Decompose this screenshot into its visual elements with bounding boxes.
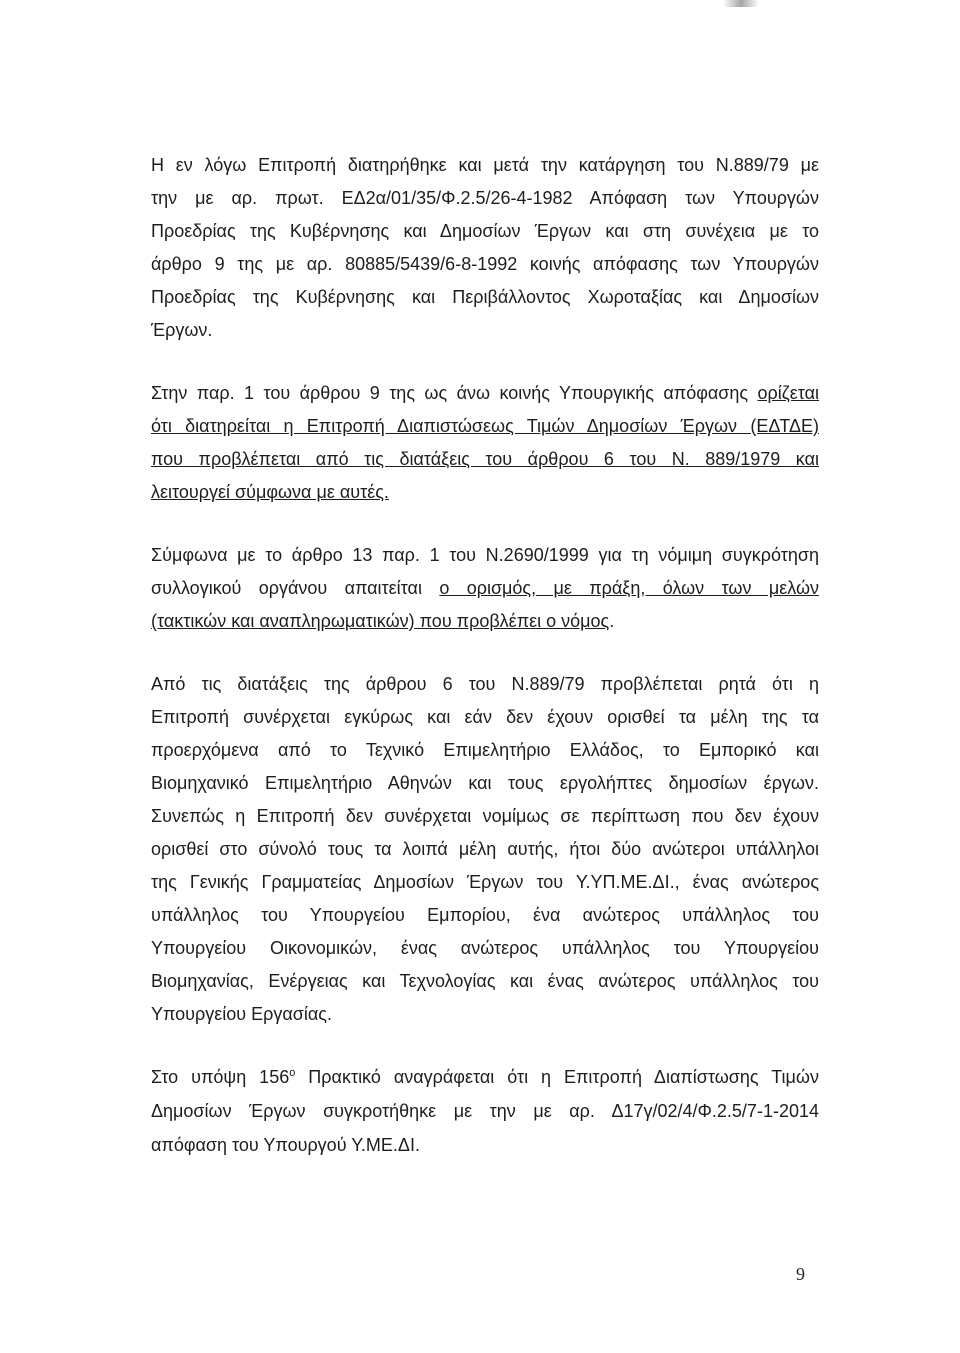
text-segment: Στο υπόψη 156 xyxy=(151,1067,290,1087)
page-number: 9 xyxy=(796,1264,805,1284)
text-line: Βιομηχανίας, Ενέργειας και Τεχνολογίας και ένας ανώτερος υπάλληλος του xyxy=(151,971,819,991)
text-line: ορισθεί στο σύνολό τους τα λοιπά μέλη αυτής, ήτοι δύο ανώτεροι υπάλληλοι xyxy=(151,839,819,859)
text-line: Υπουργείου Εργασίας. xyxy=(151,1004,332,1024)
text-line: απόφαση του Υπουργού Υ.ΜΕ.ΔΙ. xyxy=(151,1135,420,1155)
text-segment: Στην παρ. 1 του άρθρου 9 της ως άνω κοινής Υπουργικής απόφασης xyxy=(151,383,758,403)
scan-artifact xyxy=(723,0,759,7)
text-line: Υπουργείου Οικονομικών, ένας ανώτερος υπάλληλος του Υπουργείου xyxy=(151,938,819,958)
underlined-text-line: ότι διατηρείται η Επιτροπή Διαπιστώσεως Τιμών Δημοσίων Έργων (ΕΔΤΔΕ) xyxy=(151,416,819,436)
text-line: Επιτροπή συνέρχεται εγκύρως και εάν δεν έχουν ορισθεί τα μέλη της τα xyxy=(151,707,819,727)
text-segment: Πρακτικό αναγράφεται ότι η Επιτροπή Διαπίστωσης Τιμών xyxy=(295,1067,819,1087)
text-line: την με αρ. πρωτ. ΕΔ2α/01/35/Φ.2.5/26-4-1982 Απόφαση των Υπουργών xyxy=(151,188,819,208)
text-segment: συλλογικού οργάνου απαιτείται xyxy=(151,578,440,598)
paragraph-article-6 xyxy=(151,673,819,1026)
text-line: Η εν λόγω Επιτροπή διατηρήθηκε και μετά την κατάργηση του Ν.889/79 με xyxy=(151,155,819,175)
underlined-text: ορίζεται xyxy=(757,383,819,403)
text-line xyxy=(151,577,819,600)
text-line: Βιομηχανικό Επιμελητήριο Αθηνών και τους εργολήπτες δημοσίων έργων. xyxy=(151,773,819,793)
text-line xyxy=(151,1066,819,1089)
paragraph-article-9 xyxy=(151,382,819,504)
document-body xyxy=(151,154,819,1168)
text-line: Προεδρίας της Κυβέρνησης και Δημοσίων Έργων και στη συνέχεια με το xyxy=(151,221,819,241)
text-line: υπάλληλος του Υπουργείου Εμπορίου, ένα ανώτερος υπάλληλος του xyxy=(151,905,819,925)
text-line: άρθρο 9 της με αρ. 80885/5439/6-8-1992 κοινής απόφασης των Υπουργών xyxy=(151,254,819,274)
text-line: Δημοσίων Έργων συγκροτήθηκε με την με αρ. Δ17γ/02/4/Φ.2.5/7-1-2014 xyxy=(151,1101,819,1121)
paragraph-article-13 xyxy=(151,544,819,633)
text-segment: . xyxy=(609,611,615,631)
text-line: Από τις διατάξεις της άρθρου 6 του Ν.889/79 προβλέπεται ρητά ότι η xyxy=(151,674,819,694)
text-line: Συνεπώς η Επιτροπή δεν συνέρχεται νομίμως σε περίπτωση που δεν έχουν xyxy=(151,806,819,826)
ordinal-superscript: ο xyxy=(289,1067,296,1079)
underlined-text-line: που προβλέπεται από τις διατάξεις του άρθρου 6 του Ν. 889/1979 και xyxy=(151,449,819,469)
underlined-text: (τακτικών και αναπληρωματικών) που προβλέπει ο νόμος xyxy=(151,611,610,631)
paragraph-committee-history xyxy=(151,154,819,342)
text-line: Σύμφωνα με το άρθρο 13 παρ. 1 του Ν.2690/1999 για τη νόμιμη συγκρότηση xyxy=(151,545,819,565)
text-line xyxy=(151,382,819,405)
underlined-text-line: λειτουργεί σύμφωνα με αυτές. xyxy=(151,482,389,502)
text-line xyxy=(151,610,819,633)
text-line: της Γενικής Γραμματείας Δημοσίων Έργων του Υ.ΥΠ.ΜΕ.ΔΙ., ένας ανώτερος xyxy=(151,872,819,892)
text-line: Προεδρίας της Κυβέρνησης και Περιβάλλοντος Χωροταξίας και Δημοσίων xyxy=(151,287,819,307)
underlined-text: ο ορισμός, με πράξη, όλων των μελών xyxy=(439,578,819,598)
text-line: Έργων. xyxy=(151,320,213,340)
paragraph-minutes-156 xyxy=(151,1066,819,1157)
text-line: προερχόμενα από το Τεχνικό Επιμελητήριο Ελλάδος, το Εμπορικό και xyxy=(151,740,819,760)
